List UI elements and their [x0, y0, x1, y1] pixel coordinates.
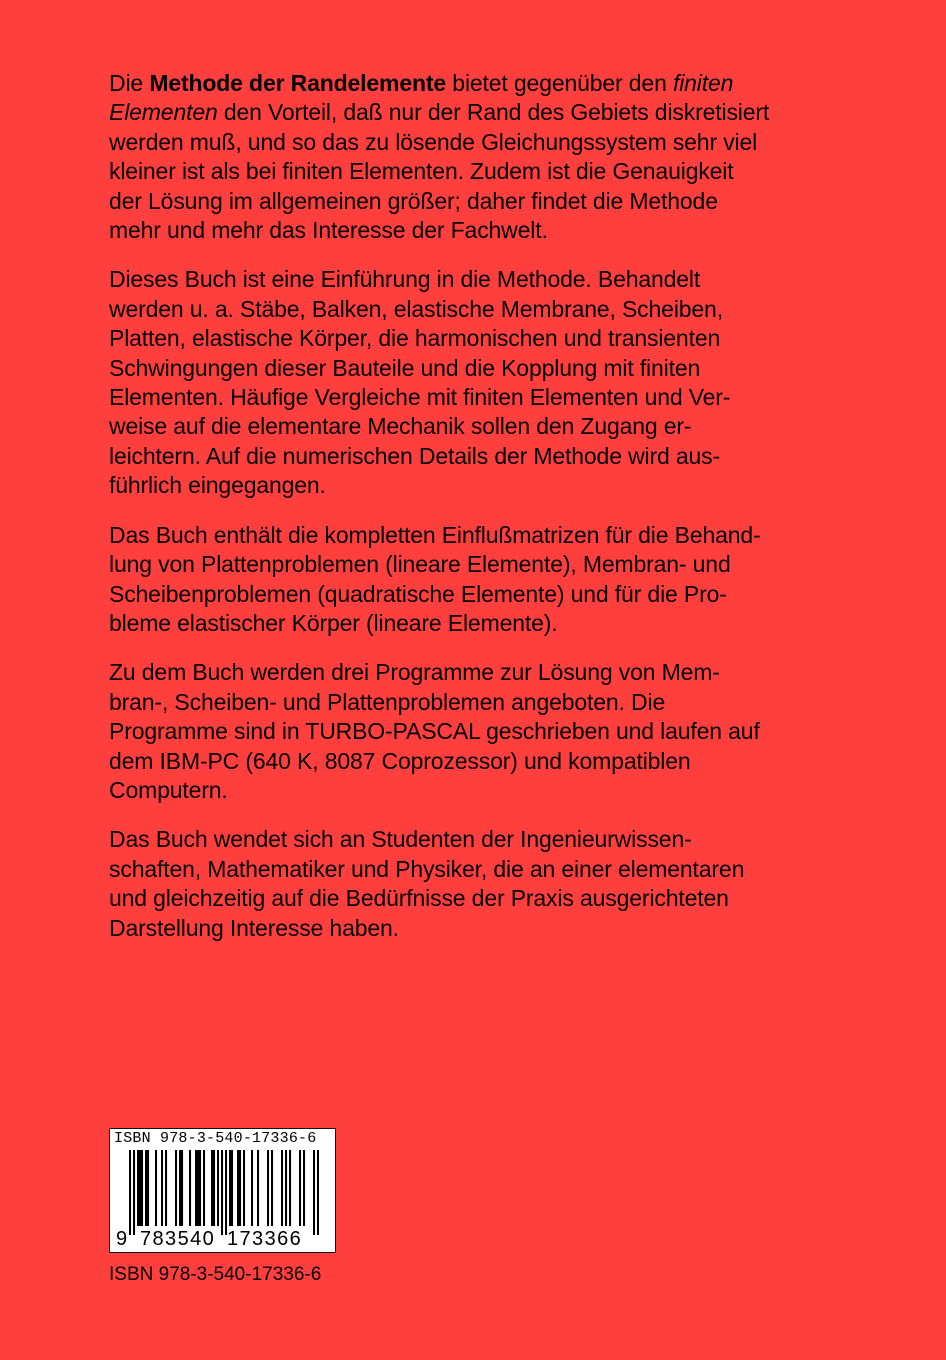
barcode-bar: [211, 1150, 213, 1226]
barcode-digit-lead: 9: [116, 1228, 128, 1250]
barcode-bar: [271, 1150, 273, 1226]
barcode-digits-right: 173366: [227, 1228, 303, 1250]
barcode-bar: [289, 1150, 291, 1226]
barcode-bars: [129, 1150, 319, 1235]
barcode-bar: [203, 1150, 205, 1226]
barcode-bar: [189, 1150, 191, 1226]
paragraph-1-mid: bietet gegenüber den: [446, 70, 673, 96]
barcode-bar: [195, 1150, 197, 1226]
barcode-isbn-label: ISBN 978-3-540-17336-6: [114, 1130, 317, 1147]
bold-term-randelemente: Methode der Randelemente: [149, 70, 447, 96]
isbn-barcode: [109, 1128, 336, 1253]
blurb-paragraph-1: [109, 69, 829, 245]
barcode-bar: [229, 1150, 231, 1226]
barcode-bar: [181, 1150, 183, 1226]
barcode-bar: [243, 1150, 245, 1226]
barcode-bar: [133, 1150, 135, 1235]
barcode-bar: [145, 1150, 147, 1226]
isbn-text: ISBN 978-3-540-17336-6: [109, 1264, 322, 1285]
barcode-bar: [147, 1150, 149, 1226]
barcode-bar: [165, 1150, 167, 1226]
barcode-bar: [161, 1150, 163, 1226]
barcode-bar: [139, 1150, 141, 1226]
barcode-bar: [197, 1150, 199, 1226]
blurb-paragraph-5: Das Buch wendet sich an Studenten der Ingenieurwissen- schaften, Mathematiker und Physiker, die an einer elementaren und gleichzeitig auf die Bedürfnisse der Praxis ausgerichteten Darstellung Interesse haben.: [109, 826, 745, 941]
barcode-bar: [281, 1150, 283, 1226]
italic-term-finite-elemente: finiten Elementen: [109, 70, 734, 126]
barcode-bar: [317, 1150, 319, 1235]
barcode-bar: [303, 1150, 305, 1226]
barcode-bar: [137, 1150, 139, 1226]
barcode-bar: [239, 1150, 241, 1226]
barcode-digits-left: 783540: [140, 1228, 216, 1250]
barcode-bar: [231, 1150, 233, 1226]
barcode-bar: [225, 1150, 227, 1235]
barcode-bar: [179, 1150, 181, 1226]
barcode-bar: [141, 1150, 143, 1226]
barcode-bar: [129, 1150, 131, 1235]
blurb-paragraph-2: Dieses Buch ist eine Einführung in die Methode. Behandelt werden u. a. Stäbe, Balken, elastische Membrane, Scheiben, Platten, elastische Körper, die harmonischen und transienten Schwingungen dieser Bauteile und die Kopplung mit finiten Elementen. Häufige Vergleiche mit finiten Elementen und Ver- weise auf die elementare Mechanik sollen den Zugang er- leichtern. Auf die numerischen Details der Methode wird aus- führlich eingegangen.: [109, 266, 731, 499]
barcode-bar: [217, 1150, 219, 1226]
barcode-bar: [221, 1150, 223, 1235]
barcode-bar: [155, 1150, 157, 1226]
barcode-bar: [237, 1150, 239, 1226]
barcode-bar: [213, 1150, 215, 1226]
paragraph-1-intro: Die: [109, 70, 150, 96]
barcode-bar: [251, 1150, 253, 1226]
barcode-bar: [285, 1150, 287, 1226]
blurb-text: [109, 69, 829, 943]
barcode-bar: [299, 1150, 301, 1226]
barcode-bar: [199, 1150, 201, 1226]
barcode-bar: [257, 1150, 259, 1226]
blurb-paragraph-4: Zu dem Buch werden drei Programme zur Lösung von Mem- bran-, Scheiben- und Plattenproblemen angeboten. Die Programme sind in TURBO-PASCAL geschrieben und laufen auf dem IBM-PC (640 K, 8087 Coprozessor) und kompatiblen Computern.: [109, 659, 760, 803]
barcode-bar: [267, 1150, 269, 1226]
blurb-paragraph-3: Das Buch enthält die kompletten Einflußmatrizen für die Behand- lung von Plattenproblemen (lineare Elemente), Membran- und Scheibenproblemen (quadratische Elemente) und für die Pro- bleme elastischer Körper (lineare Elemente).: [109, 521, 761, 636]
barcode-bar: [313, 1150, 315, 1235]
paragraph-1-rest: den Vorteil, daß nur der Rand des Gebiets diskretisiert werden muß, und so das zu lösende Gleichungssystem sehr viel kleiner ist als bei finiten Elementen. Zudem ist die Genauigkeit der Lösung im allgemeinen größer; daher findet die Methode mehr und mehr das Interesse der Fachwelt.: [109, 99, 770, 244]
barcode-bar: [175, 1150, 177, 1226]
